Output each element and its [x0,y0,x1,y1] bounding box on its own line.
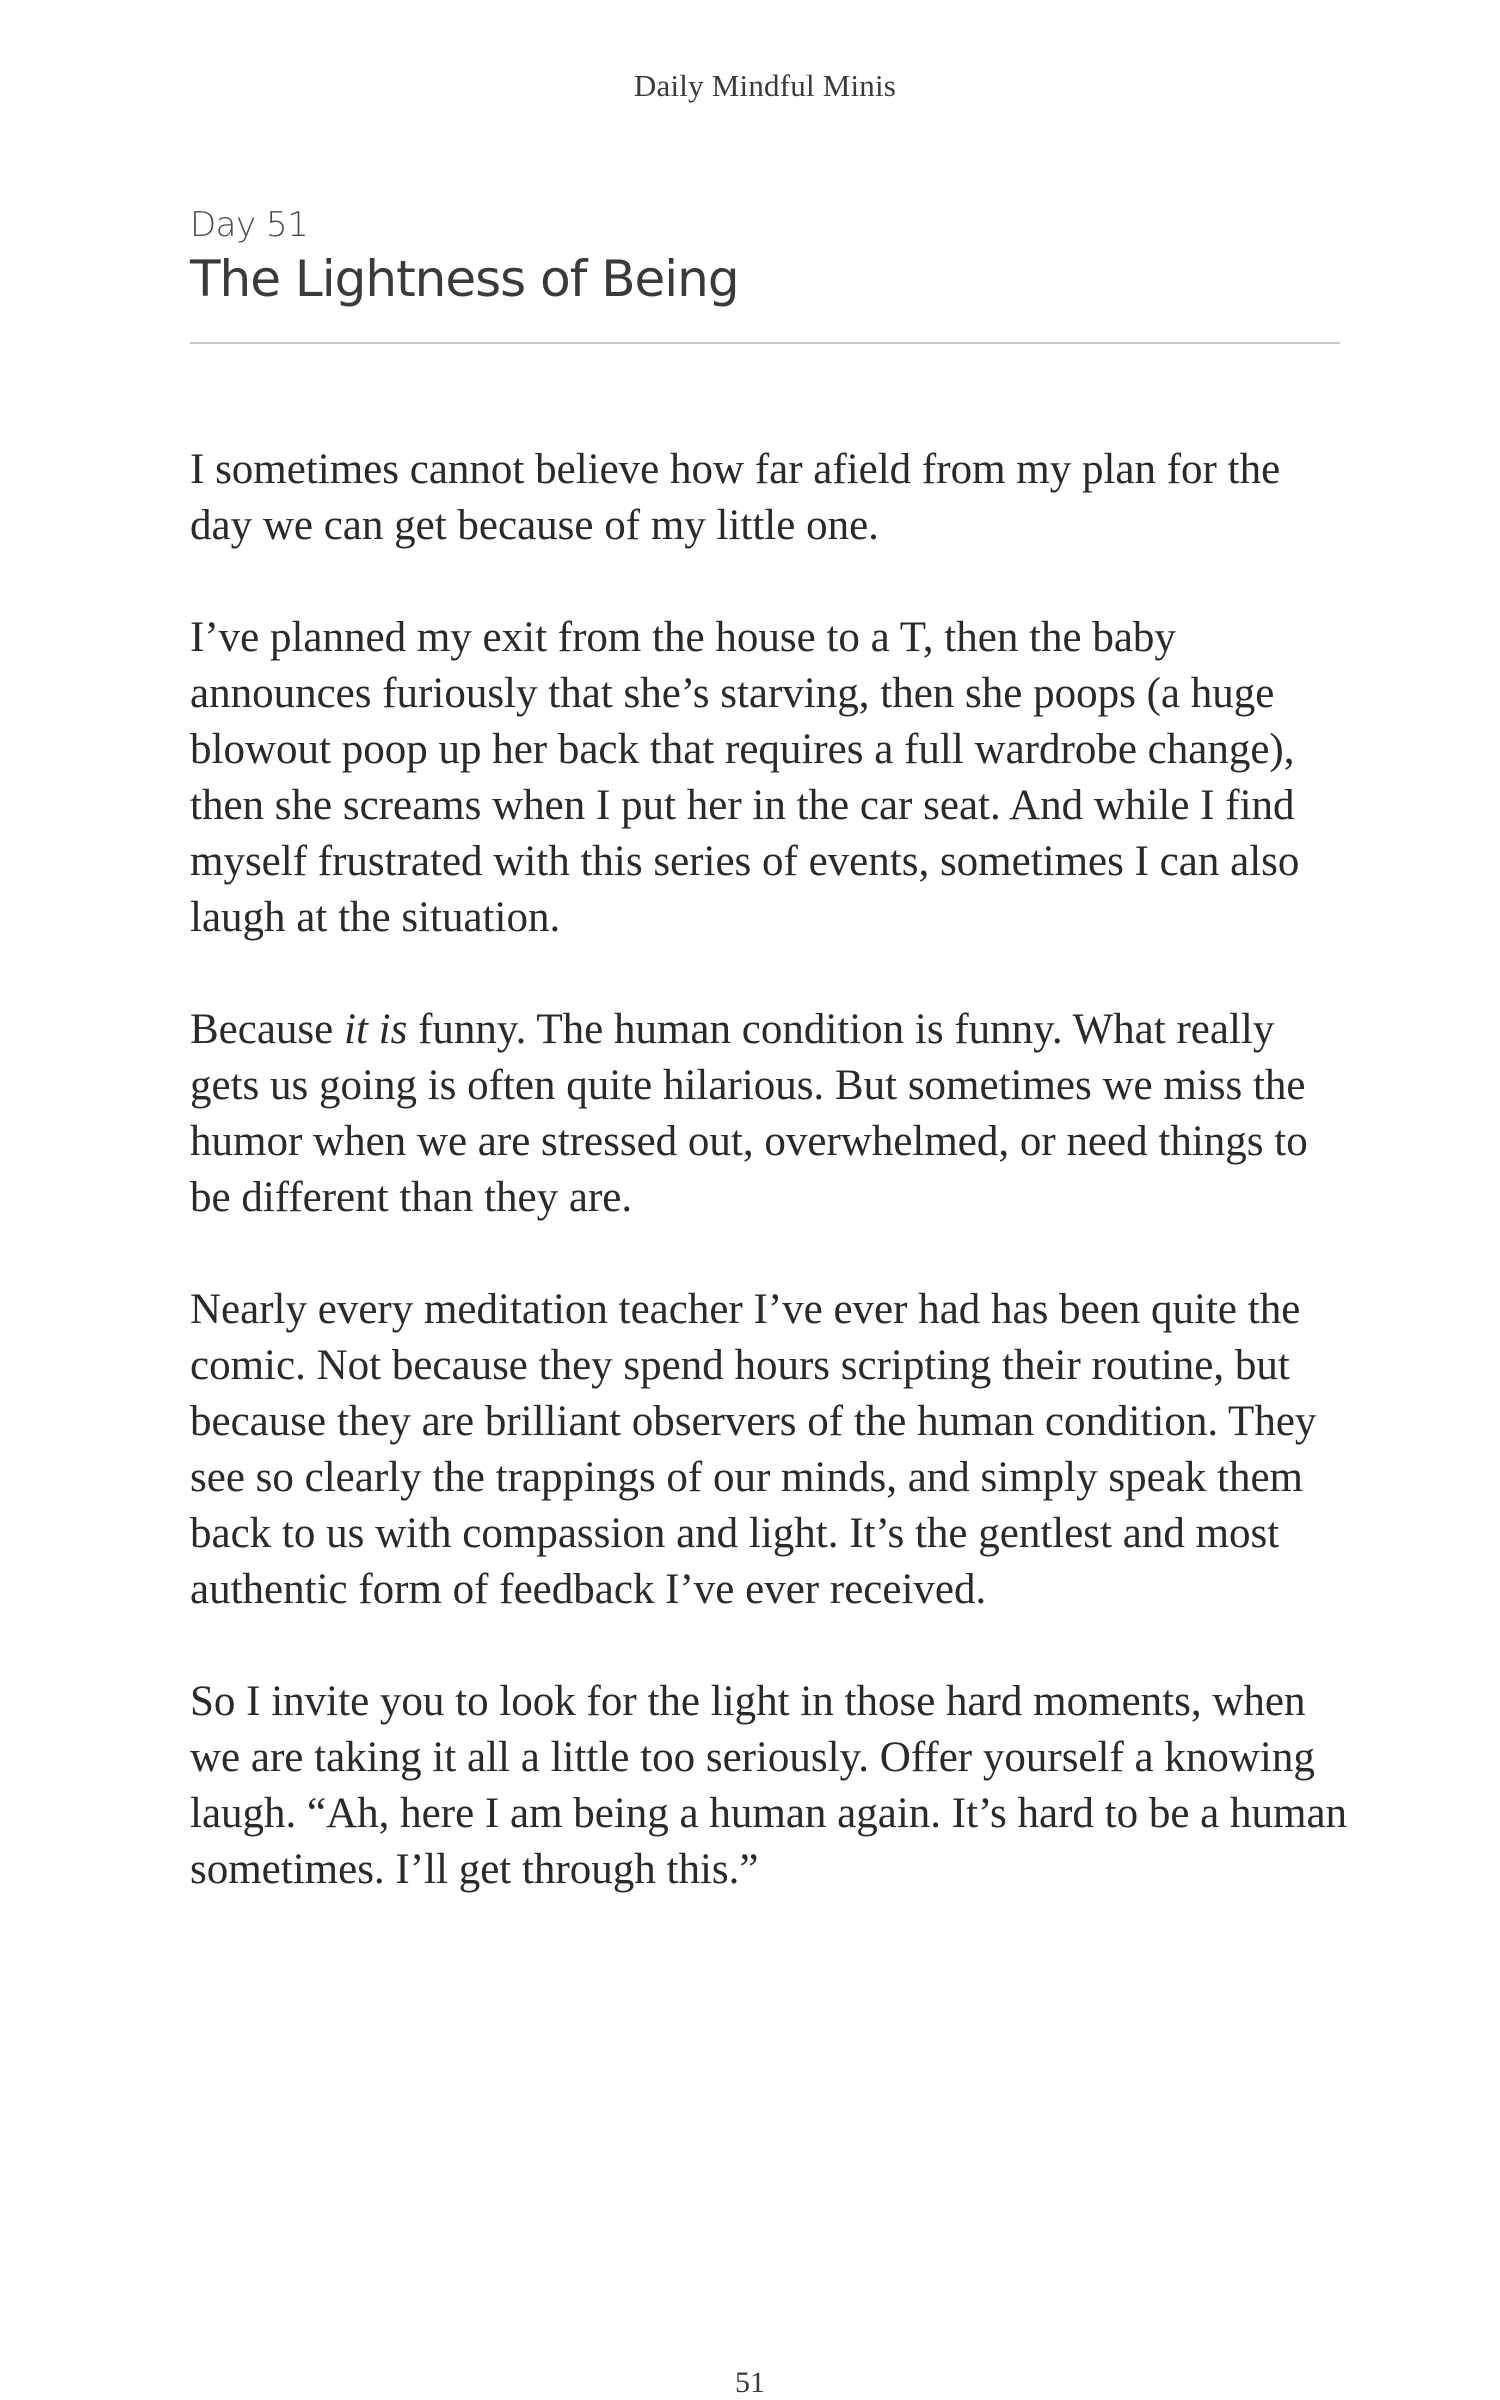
page-number: 51 [735,2366,765,2399]
day-label: Day 51 [190,205,309,245]
paragraph-3-emphasis: it is [344,1006,408,1053]
paragraph-3-rest: funny. The human condition is funny. What really gets us going is often quite hilarious. But sometimes we miss the humor when we are stressed out, overwhelmed, or need things to be different than they are. [190,1006,1308,1221]
heading-divider [190,342,1340,344]
body-text [190,442,1350,1898]
paragraph-2: I’ve planned my exit from the house to a T, then the baby announces furiously that she’s starving, then she poops (a huge blowout poop up her back that requires a full wardrobe change), then she screams when I put her in the car seat. And while I find myself frustrated with this series of events, sometimes I can also laugh at the situation. [190,614,1300,941]
paragraph-3 [190,1002,1350,1226]
paragraph-5: So I invite you to look for the light in those hard moments, when we are taking it all a little too seriously. Offer yourself a knowing laugh. “Ah, here I am being a human again. It’s hard to be a human sometimes. I’ll get through this.” [190,1678,1348,1893]
paragraph-1: I sometimes cannot believe how far afield from my plan for the day we can get because of my little one. [190,446,1281,549]
paragraph-4: Nearly every meditation teacher I’ve ever had has been quite the comic. Not because they spend hours scripting their routine, but because they are brilliant observers of the human condition. They see so clearly the trappings of our minds, and simply speak them back to us with compassion and light. It’s the gentlest and most authentic form of feedback I’ve ever received. [190,1286,1317,1613]
running-header: Daily Mindful Minis [633,68,897,103]
chapter-title: The Lightness of Being [190,249,739,308]
paragraph-3-start: Because [190,1006,345,1053]
chapter-heading [190,205,1340,310]
